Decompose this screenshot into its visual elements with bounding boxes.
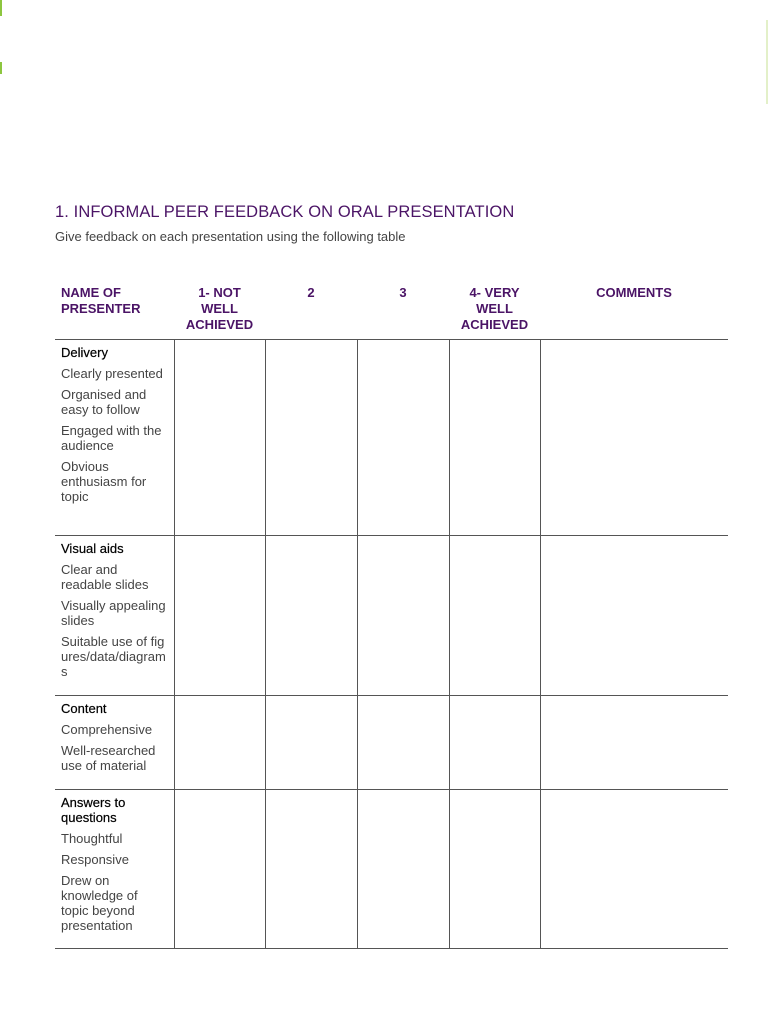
page-subtitle: Give feedback on each presentation using the following table [55, 229, 406, 244]
table-row-visual-aids [55, 536, 728, 696]
table-row-answers-to-questions [55, 790, 728, 949]
criterion: Clear and readable slides [61, 562, 149, 592]
criteria-cell [55, 536, 174, 696]
score-4-cell[interactable] [449, 696, 540, 790]
score-2-cell[interactable] [265, 340, 357, 536]
header-comments: COMMENTS [540, 281, 728, 340]
criteria-cell [55, 696, 174, 790]
comments-cell[interactable] [540, 340, 728, 536]
score-2-cell[interactable] [265, 536, 357, 696]
score-1-cell[interactable] [174, 790, 265, 949]
section-title: Content [61, 701, 107, 716]
score-3-cell[interactable] [357, 696, 449, 790]
score-3-cell[interactable] [357, 790, 449, 949]
score-3-cell[interactable] [357, 340, 449, 536]
criterion: Well-researched use of material [61, 743, 156, 773]
table-row-delivery [55, 340, 728, 536]
header-score-1: 1- NOT WELL ACHIEVED [174, 281, 265, 340]
table-row-content [55, 696, 728, 790]
criterion: Thoughtful [61, 831, 123, 846]
comments-cell[interactable] [540, 536, 728, 696]
section-title: Answers to questions [61, 795, 126, 825]
score-4-cell[interactable] [449, 340, 540, 536]
score-4-cell[interactable] [449, 790, 540, 949]
criterion: Suitable use of figures/data/diagrams [61, 634, 166, 679]
criterion: Organised and easy to follow [61, 387, 147, 417]
header-name-of-presenter: NAME OF PRESENTER [55, 281, 174, 340]
header-score-3: 3 [357, 281, 449, 340]
table-header-row [55, 281, 728, 340]
criteria-cell [55, 340, 174, 536]
criterion: Engaged with the audience [61, 423, 162, 453]
criterion: Visually appealing slides [61, 598, 166, 628]
section-title: Delivery [61, 345, 108, 360]
criterion: Comprehensive [61, 722, 153, 737]
feedback-table [55, 281, 728, 949]
score-2-cell[interactable] [265, 790, 357, 949]
criterion: Obvious enthusiasm for topic [61, 459, 147, 504]
score-3-cell[interactable] [357, 536, 449, 696]
header-score-2: 2 [265, 281, 357, 340]
decorative-edge-mark [0, 62, 2, 74]
score-4-cell[interactable] [449, 536, 540, 696]
criteria-cell [55, 790, 174, 949]
decorative-edge-mark [0, 0, 2, 16]
score-1-cell[interactable] [174, 340, 265, 536]
section-title: Visual aids [61, 541, 124, 556]
criterion: Clearly presented [61, 366, 163, 381]
comments-cell[interactable] [540, 790, 728, 949]
criterion: Responsive [61, 852, 129, 867]
score-1-cell[interactable] [174, 536, 265, 696]
header-score-4: 4- VERY WELL ACHIEVED [449, 281, 540, 340]
score-2-cell[interactable] [265, 696, 357, 790]
criterion: Drew on knowledge of topic beyond presentation [61, 873, 138, 933]
page-title: 1. INFORMAL PEER FEEDBACK ON ORAL PRESENTATION [55, 203, 515, 221]
score-1-cell[interactable] [174, 696, 265, 790]
comments-cell[interactable] [540, 696, 728, 790]
